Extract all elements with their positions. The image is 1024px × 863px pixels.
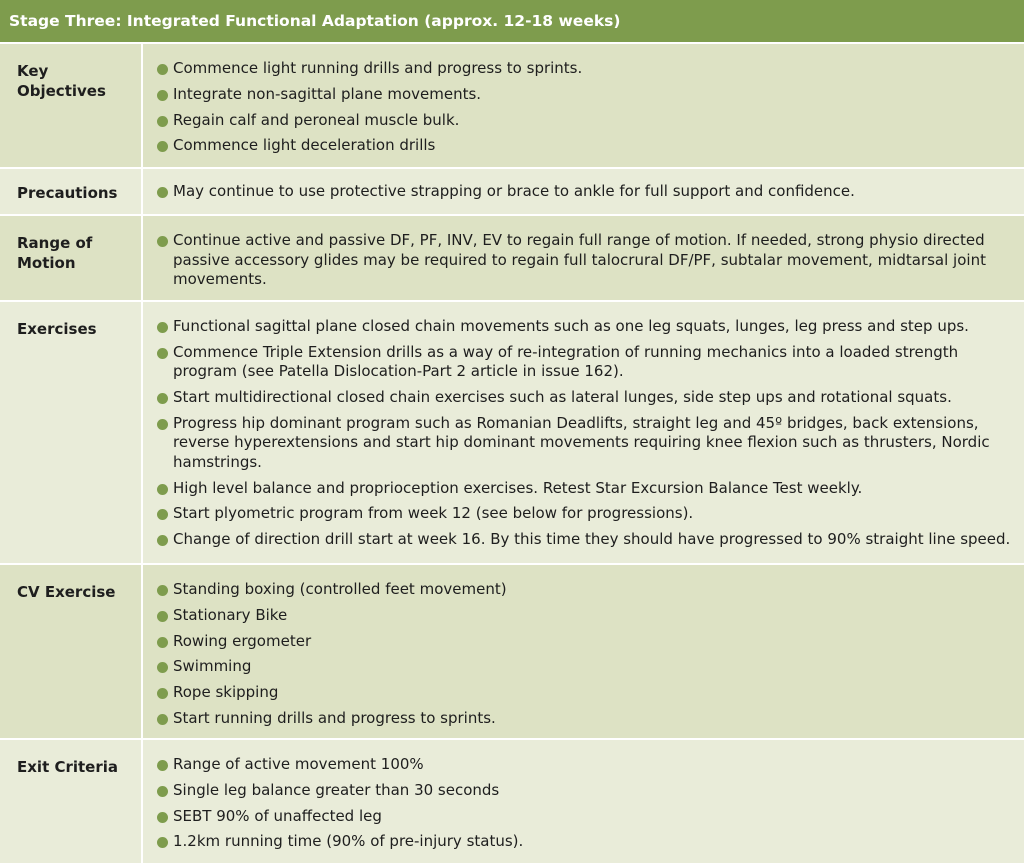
bullet-icon (157, 585, 168, 596)
row-label: Precautions (0, 169, 143, 214)
item-text: Commence light running drills and progress to sprints. (173, 59, 583, 77)
bullet-icon (157, 484, 168, 495)
bullet-icon (157, 116, 168, 127)
bullet-icon (157, 662, 168, 673)
list-item (157, 580, 1014, 600)
item-text: Change of direction drill start at week 16. By this time they should have progressed to 90% straight line speed. (173, 530, 1011, 549)
item-text: Range of active movement 100% (173, 755, 424, 773)
list-item (157, 781, 1014, 801)
item-text: Regain calf and peroneal muscle bulk. (173, 110, 460, 129)
bullet-icon (157, 236, 168, 247)
list-item (157, 657, 1014, 677)
list-item (157, 709, 1014, 729)
row-label: Key Objectives (0, 44, 143, 167)
bullet-icon (157, 348, 168, 359)
item-text: Stationary Bike (173, 605, 288, 624)
item-text: Integrate non-sagittal plane movements. (173, 84, 482, 103)
item-text: Start running drills and progress to sprints. (173, 708, 496, 727)
row-cv-exercise (0, 563, 1024, 738)
bullet-icon (157, 509, 168, 520)
item-text: 1.2km running time (90% of pre-injury status). (173, 832, 524, 851)
item-list (157, 755, 1014, 858)
list-item (157, 530, 1016, 550)
bullet-icon (157, 812, 168, 823)
list-item (157, 388, 1016, 408)
row-range-of-motion (0, 214, 1024, 300)
list-item (157, 479, 1016, 499)
list-item (157, 832, 1014, 852)
item-list (157, 182, 1014, 208)
list-item (157, 111, 1014, 131)
bullet-icon (157, 419, 168, 430)
bullet-icon (157, 393, 168, 404)
item-list (157, 59, 1014, 162)
list-item (157, 343, 1016, 382)
item-text: Single leg balance greater than 30 seconds (173, 780, 500, 799)
list-item (157, 231, 1014, 290)
item-text: Rowing ergometer (173, 631, 312, 650)
row-exit-criteria (0, 738, 1024, 863)
bullet-icon (157, 64, 168, 75)
list-item (157, 632, 1014, 652)
item-text: Commence light deceleration drills (173, 136, 436, 155)
bullet-icon (157, 760, 168, 771)
list-item (157, 755, 1014, 775)
list-item (157, 59, 1014, 79)
bullet-icon (157, 90, 168, 101)
item-text: Rope skipping (173, 683, 279, 702)
row-exercises (0, 300, 1024, 563)
list-item (157, 182, 1014, 202)
bullet-icon (157, 141, 168, 152)
item-text: Functional sagittal plane closed chain movements such as one leg squats, lunges, leg press and step ups. (173, 317, 969, 335)
bullet-icon (157, 688, 168, 699)
item-text: High level balance and proprioception exercises. Retest Star Excursion Balance Test weekly. (173, 478, 863, 497)
item-text: Start multidirectional closed chain exercises such as lateral lunges, side step ups and rotational squats. (173, 388, 952, 407)
list-item (157, 136, 1014, 156)
bullet-icon (157, 322, 168, 333)
item-text: Commence Triple Extension drills as a way of re-integration of running mechanics into a loaded strength program (see Patella Dislocation-Part 2 article in issue 162). (173, 342, 959, 381)
list-item (157, 807, 1014, 827)
item-text: Progress hip dominant program such as Romanian Deadlifts, straight leg and 45º bridges, back extensions, reverse hyperextensions and start hip dominant movements requiring knee flexion such as thrusters, Nordic hamstrings. (173, 413, 990, 471)
item-text: Swimming (173, 657, 252, 676)
bullet-icon (157, 786, 168, 797)
list-item (157, 683, 1014, 703)
bullet-icon (157, 535, 168, 546)
bullet-icon (157, 637, 168, 648)
list-item (157, 504, 1016, 524)
table-title: Stage Three: Integrated Functional Adaptation (approx. 12-18 weeks) (0, 0, 1024, 42)
list-item (157, 317, 1016, 337)
item-list (157, 231, 1014, 296)
row-label: Exercises (0, 302, 143, 563)
bullet-icon (157, 837, 168, 848)
list-item (157, 606, 1014, 626)
item-text: Start plyometric program from week 12 (see below for progressions). (173, 504, 694, 523)
row-label: Exit Criteria (0, 740, 143, 863)
item-list (157, 317, 1016, 556)
item-text: Standing boxing (controlled feet movement) (173, 580, 507, 598)
item-text: May continue to use protective strapping or brace to ankle for full support and confidence. (173, 182, 855, 200)
bullet-icon (157, 611, 168, 622)
row-label: Range of Motion (0, 216, 143, 300)
row-precautions (0, 167, 1024, 214)
list-item (157, 414, 1016, 473)
bullet-icon (157, 714, 168, 725)
item-text: Continue active and passive DF, PF, INV, EV to regain full range of motion. If needed, strong physio directed passive accessory glides may be required to regain full talocrural DF/PF, subtalar movement, midtarsal joint movements. (173, 231, 986, 288)
row-label: CV Exercise (0, 565, 143, 738)
bullet-icon (157, 187, 168, 198)
item-text: SEBT 90% of unaffected leg (173, 806, 382, 825)
row-key-objectives (0, 42, 1024, 167)
list-item (157, 85, 1014, 105)
item-list (157, 580, 1014, 735)
